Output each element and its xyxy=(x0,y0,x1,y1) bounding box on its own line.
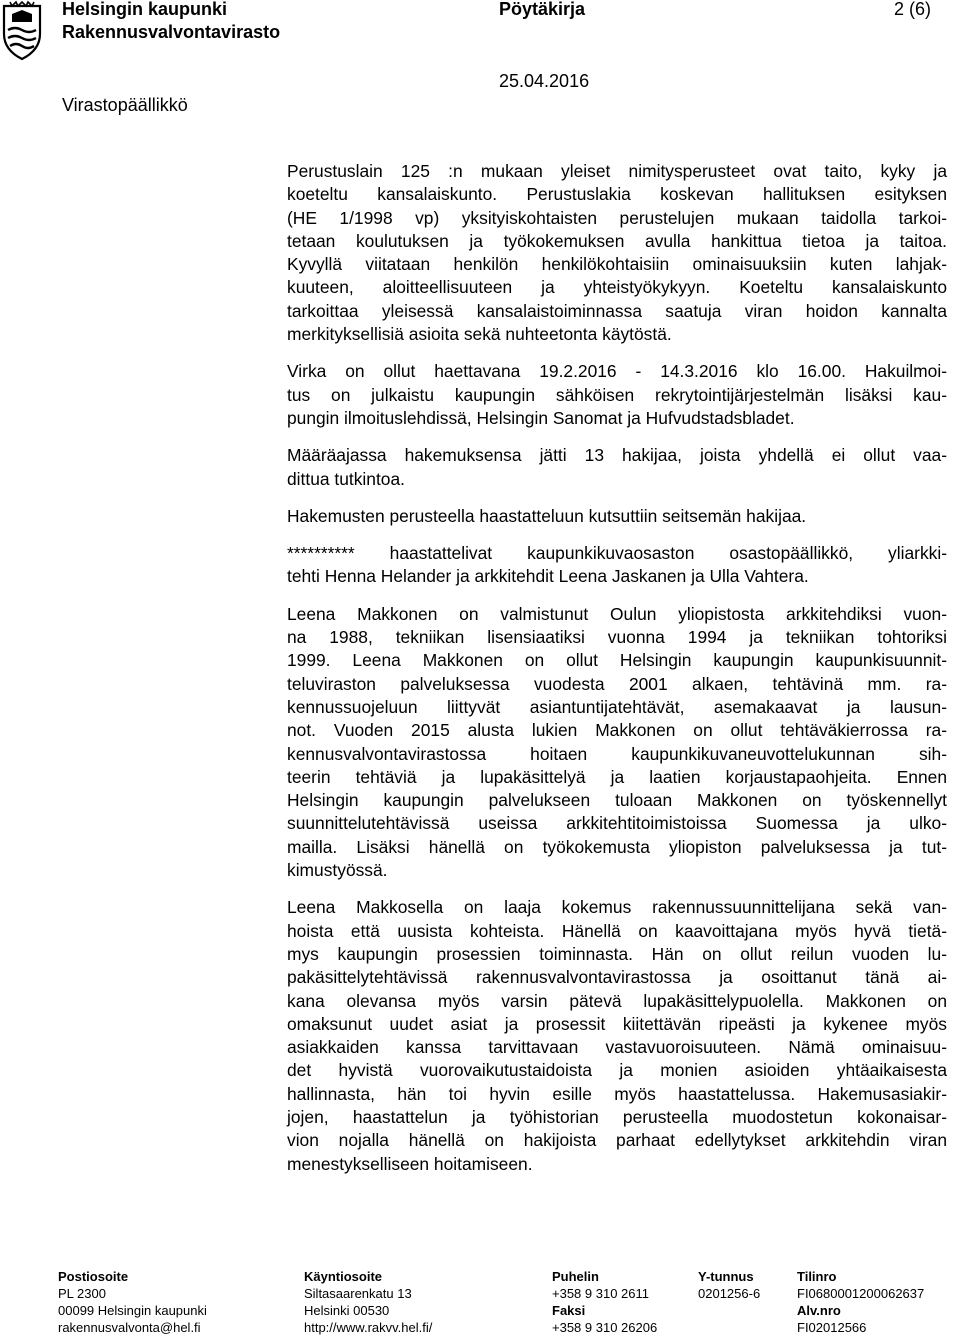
paragraph-applicants xyxy=(287,444,947,491)
text-line: mys kaupungin prosessien toiminnasta. Hän on ollut reilun vuoden lu- xyxy=(287,943,947,964)
text-line: not. Vuoden 2015 alusta lukien Makkonen on ollut tehtäväkierrossa ra- xyxy=(287,720,947,741)
footer-phone-heading: Puhelin xyxy=(552,1269,599,1284)
paragraph-vacancy-announcement xyxy=(287,360,947,430)
footer-business-id-heading: Y-tunnus xyxy=(698,1269,754,1284)
text-line: teerin tehtäviä ja lupakäsittelyä ja laatien korjaustapaohjeita. Ennen xyxy=(287,766,947,787)
text-line: vion nojalla hänellä on hakijoista parhaat edellytykset arkkitehdin viran xyxy=(287,1130,947,1151)
text-line: hallinnasta, hän toi hyvin esille myös haastattelussa. Hakemusasiakir- xyxy=(287,1083,947,1104)
text-line: (HE 1/1998 vp) yksityiskohtaisten perustelujen mukaan taidolla tarkoi- xyxy=(287,207,947,228)
text-line: tehti Henna Helander ja arkkitehdit Leena Jaskanen ja Ulla Vahtera. xyxy=(287,566,809,587)
footer-postal-line: PL 2300 xyxy=(58,1286,106,1301)
footer-postal-line: 00099 Helsingin kaupunki xyxy=(58,1303,207,1318)
text-line: Perustuslain 125 :n mukaan yleiset nimitysperusteet ovat taito, kyky ja xyxy=(287,161,947,181)
footer-account-heading: Tilinro xyxy=(797,1269,837,1284)
footer-postal-address xyxy=(58,1268,207,1336)
footer-account xyxy=(797,1268,924,1336)
text-line: Kyvyllä viitataan henkilön henkilökohtaisiin ominaisuuksiin kuten lahjak- xyxy=(287,254,947,275)
text-line: kimustyössä. xyxy=(287,860,388,881)
paragraph-candidate-assessment xyxy=(287,896,947,1176)
paragraph-candidate-background xyxy=(287,603,947,883)
footer-postal-heading: Postiosoite xyxy=(58,1269,129,1284)
text-line: tus on julkaistu kaupungin sähköisen rekrytointijärjestelmän lisäksi kau- xyxy=(287,384,947,405)
text-line: Hakemusten perusteella haastatteluun kutsuttiin seitsemän hakijaa. xyxy=(287,505,807,526)
document-body xyxy=(287,160,947,1176)
footer-phone xyxy=(552,1268,657,1336)
footer-account-number: FI0680001200062637 xyxy=(797,1286,925,1301)
footer-business-id xyxy=(698,1268,760,1302)
footer-fax-heading: Faksi xyxy=(552,1303,586,1318)
text-line: mailla. Lisäksi hänellä on työkokemusta yliopiston palveluksessa ja tut- xyxy=(287,836,947,857)
text-line: Määräajassa hakemuksensa jätti 13 hakijaa, joista yhdellä ei ollut vaa- xyxy=(287,445,947,466)
footer-visiting-address xyxy=(304,1268,432,1336)
text-line: tetaan koulutuksen ja työkokemuksen avulla hankittua tietoa ja taitoa. xyxy=(287,230,947,251)
footer-visiting-line: Siltasaarenkatu 13 xyxy=(304,1286,412,1301)
document-type: Pöytäkirja xyxy=(499,0,586,19)
text-line: 1999. Leena Makkonen on ollut Helsingin kaupungin kaupunkisuunnit- xyxy=(287,650,947,671)
footer-email-link[interactable]: rakennusvalvonta@hel.fi xyxy=(58,1320,201,1335)
text-line: kennussuojeluun liittyvät asiantuntijatehtävät, asemakaavat ja lausun- xyxy=(287,696,947,717)
text-line: Helsingin kaupungin palvelukseen tuloaan Makkonen on työskennellyt xyxy=(287,790,947,811)
footer-website-link[interactable]: http://www.rakvv.hel.fi/ xyxy=(304,1320,433,1335)
text-line: Leena Makkonen on valmistunut Oulun yliopistosta arkkitehdiksi vuon- xyxy=(287,603,947,624)
text-line: jojen, haastattelun ja työhistorian perusteella muodostetun kokonaisar- xyxy=(287,1106,947,1127)
page-number: 2 (6) xyxy=(894,0,932,19)
text-line: tarkoittaa yleisessä kansalaistoiminnassa saatuja viran hoidon kannalta xyxy=(287,300,947,321)
text-line: menestykselliseen hoitamiseen. xyxy=(287,1153,533,1174)
text-line: Virka on ollut haettavana 19.2.2016 - 14.3.2016 klo 16.00. Hakuilmoi- xyxy=(287,361,947,382)
org-name: Helsingin kaupunki xyxy=(62,0,228,19)
footer-visiting-heading: Käyntiosoite xyxy=(304,1269,383,1284)
footer-vat-heading: Alv.nro xyxy=(797,1303,841,1318)
text-line: kuuteen, aloitteellisuuteen ja yhteistyökykyyn. Koeteltu kansalaiskunto xyxy=(287,277,947,298)
text-line: koeteltu kansalaiskunto. Perustuslakia koskevan hallituksen esityksen xyxy=(287,184,947,205)
helsinki-crest-logo xyxy=(0,0,44,62)
footer-vat-number: FI02012566 xyxy=(797,1320,867,1335)
text-line: det hyvistä vuorovaikutustaidoista ja monien asioiden yhtäaikaisesta xyxy=(287,1060,947,1081)
text-line: teluviraston palveluksessa vuodesta 2001 alkaen, tehtävinä mm. ra- xyxy=(287,673,947,694)
footer-phone-number: +358 9 310 2611 xyxy=(552,1286,649,1301)
text-line: merkityksellisiä asioita sekä nuhteetonta käytöstä. xyxy=(287,324,672,345)
footer-visiting-line: Helsinki 00530 xyxy=(304,1303,390,1318)
text-line: suunnittelutehtävissä useissa arkkitehtitoimistoissa Suomessa ja ulko- xyxy=(287,813,947,834)
text-line: dittua tutkintoa. xyxy=(287,468,405,489)
text-line: Leena Makkosella on laaja kokemus rakennussuunnittelijana sekä van- xyxy=(287,897,947,918)
footer-business-id-value: 0201256-6 xyxy=(698,1286,761,1301)
paragraph-interview-invites xyxy=(287,505,947,528)
text-line: omaksunut uudet asiat ja prosessit kiitettävän ripeästi ja kykenee myös xyxy=(287,1013,947,1034)
text-line: kennusvalvontavirastossa hoitaen kaupunkikuvaneuvottelukunnan sih- xyxy=(287,743,947,764)
paragraph-interviewers xyxy=(287,542,947,589)
department-name: Rakennusvalvontavirasto xyxy=(62,22,281,42)
text-line: asiakkaiden kanssa tarvittavaan vastavuoroisuuteen. Nämä ominaisuu- xyxy=(287,1037,947,1058)
text-line: ********** haastattelivat kaupunkikuvaosaston osastopäällikkö, yliarkki- xyxy=(287,543,947,564)
document-date: 25.04.2016 xyxy=(499,71,590,91)
role-title: Virastopäällikkö xyxy=(62,95,188,115)
footer-fax-number: +358 9 310 26206 xyxy=(552,1320,658,1335)
text-line: na 1988, tekniikan lisensiaatiksi vuonna 1994 ja tekniikan tohtoriksi xyxy=(287,627,947,648)
text-line: pakäsittelytehtävissä rakennusvalvontavirastossa ja osoittanut tänä ai- xyxy=(287,967,947,988)
paragraph-nomination-criteria xyxy=(287,160,947,346)
text-line: pungin ilmoituslehdissä, Helsingin Sanomat ja Hufvudstadsbladet. xyxy=(287,407,795,428)
text-line: kana olevansa myös varsin pätevä lupakäsittelypuolella. Makkonen on xyxy=(287,990,947,1011)
text-line: hoista että uusista kohteista. Hänellä on kaavoittajana myös hyvä tietä- xyxy=(287,920,947,941)
